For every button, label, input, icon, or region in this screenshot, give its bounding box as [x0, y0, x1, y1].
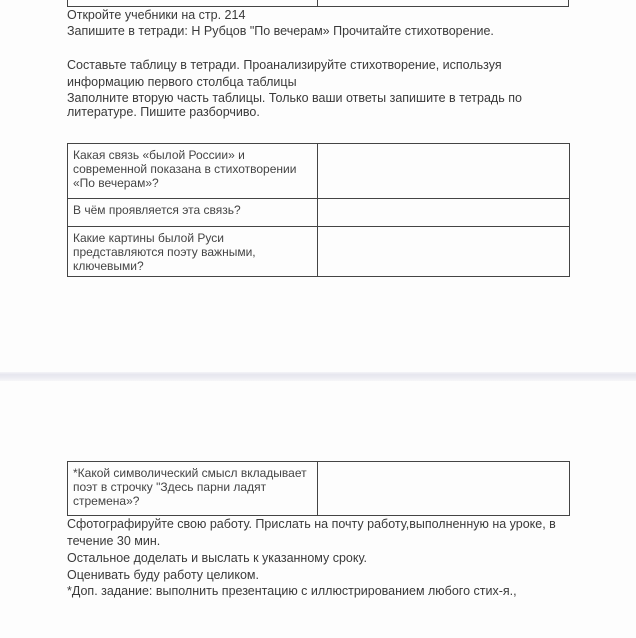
symbolic-meaning-table: [67, 461, 570, 516]
instruction-grade: Оценивать буду работу целиком.: [67, 568, 259, 582]
table-row: [68, 144, 570, 199]
instruction-photo-line1: Сфотографируйте свою работу. Прислать на почту работу,выполненную на уроке, в: [67, 517, 556, 531]
table-row: [68, 199, 570, 227]
instruction-make-table-line2: информацию первого столбца таблицы: [67, 75, 297, 89]
instruction-fill-table: Заполните вторую часть таблицы. Только ваши ответы запишите в тетрадь по литературе. Пишите разборчиво.: [67, 91, 522, 119]
page-break: [0, 372, 636, 381]
answer-cell: [318, 199, 570, 227]
answer-cell: [318, 144, 570, 199]
document-page-2: [0, 381, 636, 638]
instruction-write-down: Запишите в тетради: Н Рубцов "По вечерам» Прочитайте стихотворение.: [67, 24, 494, 38]
instruction-make-table-line1: Составьте таблицу в тетради. Проанализируйте стихотворение, используя: [67, 58, 502, 72]
table-row: [68, 462, 570, 516]
question-cell: Какая связь «былой России» и современной показана в стихотворении «По вечерам»?: [68, 144, 318, 199]
previous-table-fragment: [67, 0, 569, 7]
instruction-photo-line2: течение 30 мин.: [67, 534, 161, 548]
question-cell: В чём проявляется эта связь?: [68, 199, 318, 227]
analysis-table: [67, 143, 570, 277]
instruction-open-textbook: Откройте учебники на стр. 214: [67, 8, 246, 22]
question-cell: *Какой символический смысл вкладывает поэт в строчку "Здесь парни ладят стремена»?: [68, 462, 318, 516]
instruction-extra-task: *Доп. задание: выполнить презентацию с иллюстрированием любого стих-я.,: [67, 584, 517, 598]
table-column-divider: [317, 0, 318, 6]
question-cell: Какие картины былой Руси представляются поэту важными, ключевыми?: [68, 227, 318, 277]
answer-cell: [318, 462, 570, 516]
instruction-rest: Остальное доделать и выслать к указанному сроку.: [67, 551, 367, 565]
table-row: [68, 227, 570, 277]
answer-cell: [318, 227, 570, 277]
